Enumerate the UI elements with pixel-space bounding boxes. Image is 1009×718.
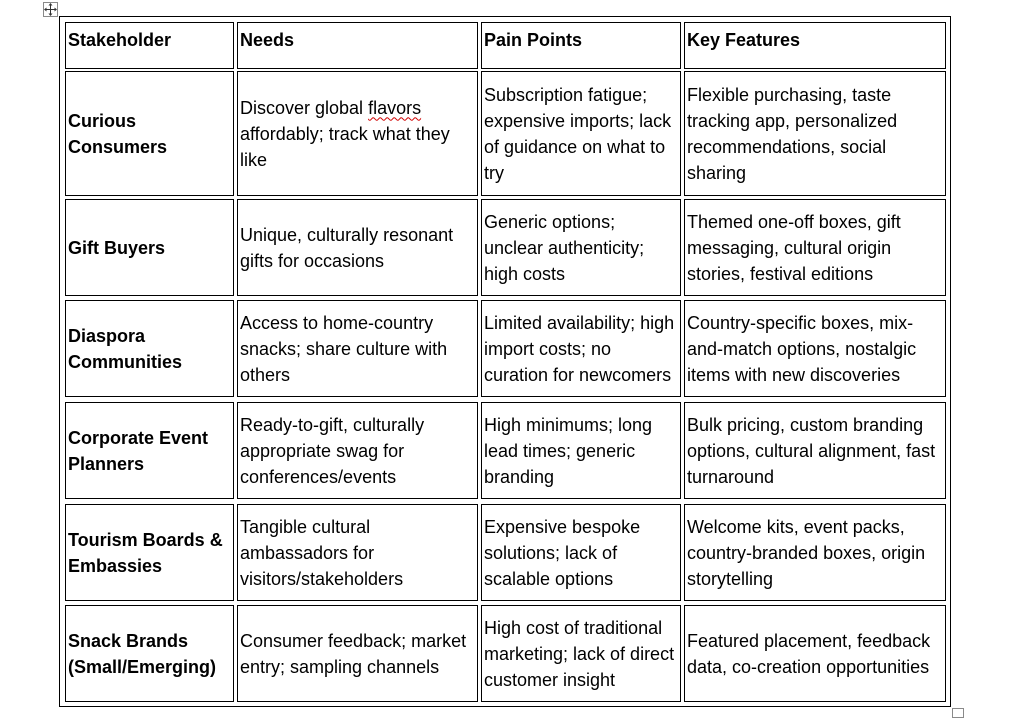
row1-key-features[interactable] [684,71,946,196]
row1-pain-points-text: Subscription fatigue; expensive imports; lack of guidance on what to try [484,84,672,183]
row5-needs[interactable] [237,504,478,601]
header-stakeholder-text: Stakeholder [68,30,172,50]
header-key-features[interactable] [684,22,946,69]
row2-key-features-text: Themed one-off boxes, gift messaging, cultural origin stories, festival editions [687,211,901,284]
row2-key-features[interactable] [684,199,946,296]
row3-stakeholder[interactable] [65,300,234,397]
header-needs[interactable] [237,22,478,69]
row6-pain-points-text: High cost of traditional marketing; lack of direct customer insight [484,617,675,690]
row2-pain-points[interactable] [481,199,681,296]
row1-needs[interactable] [237,71,478,196]
header-pain-points[interactable] [481,22,681,69]
spellcheck-flagged-word[interactable]: flavors [368,97,422,118]
row2-stakeholder-text: Gift Buyers [68,237,166,258]
row3-key-features-text: Country-specific boxes, mix-and-match options, nostalgic items with new discoveries [687,312,917,385]
row5-stakeholder[interactable] [65,504,234,601]
row1-needs-part2: affordably; track what they like [240,123,450,170]
row1-stakeholder-text: Curious Consumers [68,110,168,157]
row4-key-features[interactable] [684,402,946,499]
row2-stakeholder[interactable] [65,199,234,296]
row5-needs-text: Tangible cultural ambassadors for visitors/stakeholders [240,516,404,589]
row1-pain-points[interactable] [481,71,681,196]
row5-pain-points-text: Expensive bespoke solutions; lack of scalable options [484,516,641,589]
row4-needs[interactable] [237,402,478,499]
row5-key-features[interactable] [684,504,946,601]
header-needs-text: Needs [240,30,295,50]
header-key-features-text: Key Features [687,30,801,50]
row6-key-features[interactable] [684,605,946,702]
row3-needs[interactable] [237,300,478,397]
row4-stakeholder-text: Corporate Event Planners [68,427,209,474]
row3-key-features[interactable] [684,300,946,397]
row6-needs[interactable] [237,605,478,702]
header-pain-points-text: Pain Points [484,30,583,50]
header-stakeholder[interactable] [65,22,234,69]
row4-pain-points-text: High minimums; long lead times; generic branding [484,414,653,487]
row4-key-features-text: Bulk pricing, custom branding options, cultural alignment, fast turnaround [687,414,936,487]
row4-pain-points[interactable] [481,402,681,499]
row3-pain-points-text: Limited availability; high import costs; no curation for newcomers [484,312,675,385]
row2-pain-points-text: Generic options; unclear authenticity; high costs [484,211,645,284]
row6-stakeholder[interactable] [65,605,234,702]
stakeholder-table [59,16,951,707]
row6-key-features-text: Featured placement, feedback data, co-creation opportunities [687,630,931,677]
row1-stakeholder[interactable] [65,71,234,196]
row4-stakeholder[interactable] [65,402,234,499]
row5-pain-points[interactable] [481,504,681,601]
table-move-handle[interactable] [43,2,58,17]
move-arrows-icon [44,3,57,16]
row3-pain-points[interactable] [481,300,681,397]
row3-needs-text: Access to home-country snacks; share culture with others [240,312,448,385]
row6-stakeholder-text: Snack Brands (Small/Emerging) [68,630,217,677]
row6-pain-points[interactable] [481,605,681,702]
row6-needs-text: Consumer feedback; market entry; sampling channels [240,630,467,677]
row5-key-features-text: Welcome kits, event packs, country-branded boxes, origin storytelling [687,516,926,589]
row4-needs-text: Ready-to-gift, culturally appropriate swag for conferences/events [240,414,425,487]
row5-stakeholder-text: Tourism Boards & Embassies [68,529,223,576]
row1-needs-part1: Discover global [240,97,369,118]
row1-needs-text [240,95,475,173]
row1-key-features-text: Flexible purchasing, taste tracking app, personalized recommendations, social sharing [687,84,898,183]
row2-needs-text: Unique, culturally resonant gifts for occasions [240,224,454,271]
row2-needs[interactable] [237,199,478,296]
row3-stakeholder-text: Diaspora Communities [68,325,183,372]
